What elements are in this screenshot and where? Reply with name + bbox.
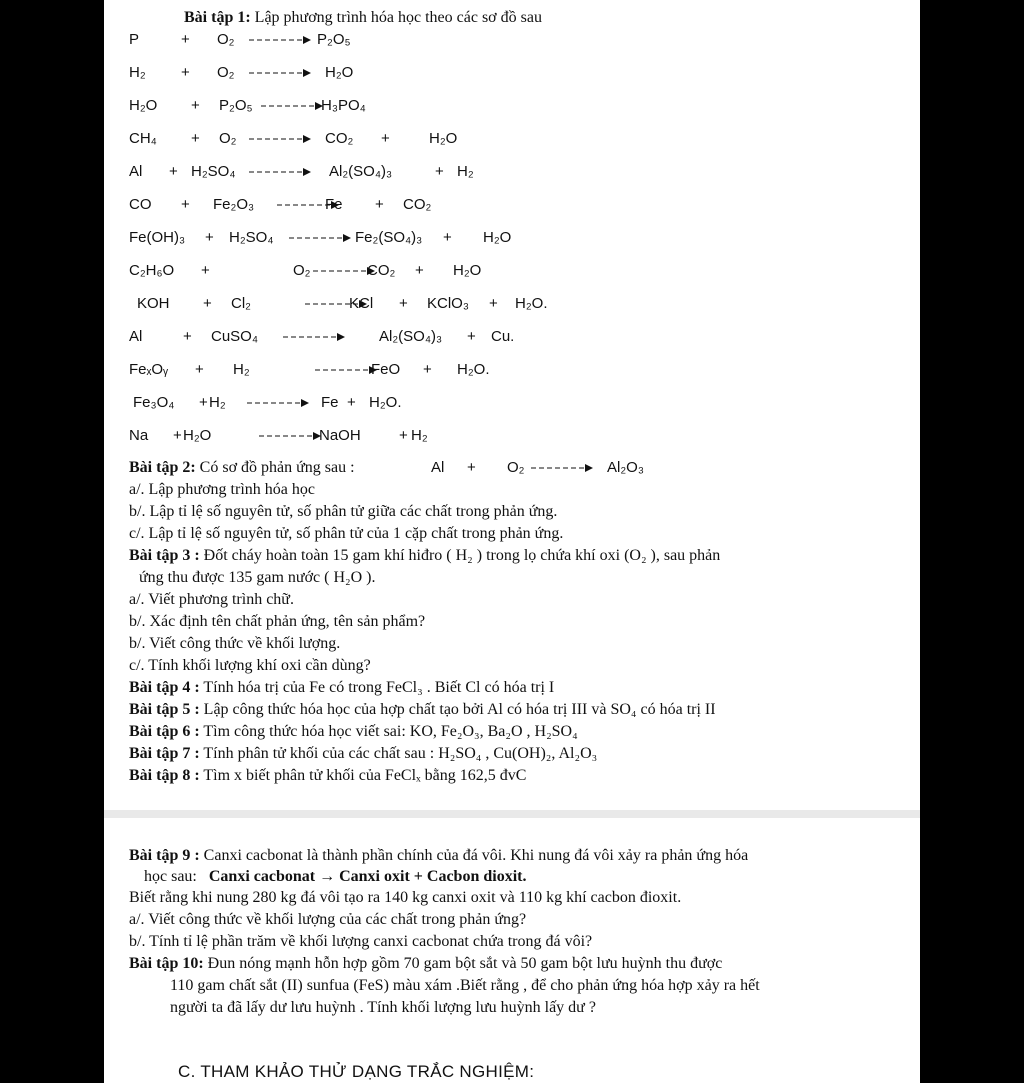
chemical-formula: P₂O₅: [317, 31, 351, 48]
page-divider: [104, 810, 920, 818]
exercise-3-line2: ứng thu được 135 gam nước ( H₂O ).: [139, 569, 376, 586]
chemical-formula: P: [129, 31, 140, 48]
chemical-formula: Fe(OH)₃: [129, 229, 186, 246]
chemical-formula: H₂O.: [369, 394, 402, 411]
plus-sign: +: [191, 97, 200, 114]
exercise-3-c: c/. Tính khối lượng khí oxi cần dùng?: [129, 657, 371, 674]
exercise-10-line3: người ta đã lấy dư lưu huỳnh . Tính khối lượng lưu huỳnh lấy dư ?: [170, 999, 596, 1016]
arrow-icon: [245, 162, 315, 181]
chemical-formula: H₂O: [429, 130, 458, 147]
chemical-formula: Cu.: [491, 328, 515, 345]
exercise-9-a: a/. Viết công thức về khối lượng của các chất trong phản ứng?: [129, 911, 527, 928]
chemical-formula: Fe: [321, 394, 339, 411]
chemical-formula: CO₂: [403, 196, 432, 213]
chemical-formula: Na: [129, 427, 149, 444]
plus-sign: +: [169, 163, 178, 180]
plus-sign: +: [467, 328, 476, 345]
plus-sign: +: [183, 328, 192, 345]
plus-sign: +: [381, 130, 390, 147]
chemical-formula: H₂: [411, 427, 428, 444]
chemical-formula: FeₓOᵧ: [129, 361, 168, 378]
chemical-formula: O₂: [217, 31, 235, 48]
chemical-formula: KCl: [349, 295, 374, 312]
chemical-formula: Al₂(SO₄)₃: [379, 328, 443, 345]
plus-sign: +: [191, 130, 200, 147]
exercise-2-a: a/. Lập phương trình hóa học: [129, 481, 315, 498]
plus-sign: +: [195, 361, 204, 378]
chemical-formula: H₂SO₄: [191, 163, 236, 180]
arrow-icon: [527, 458, 597, 477]
chemical-formula: CuSO₄: [211, 328, 258, 345]
exercise-9-line3: Biết rằng khi nung 280 kg đá vôi tạo ra 140 kg canxi oxit và 110 kg khí cacbon đioxit.: [129, 889, 682, 906]
plus-sign: +: [199, 394, 208, 411]
chemical-formula: H₂O: [483, 229, 512, 246]
exercise-3-b: b/. Xác định tên chất phản ứng, tên sản phẩm?: [129, 613, 426, 630]
plus-sign: +: [181, 196, 190, 213]
plus-sign: +: [399, 295, 408, 312]
exercise-2-c: c/. Lập tỉ lệ số nguyên tử, số phân tử của 1 cặp chất trong phản ứng.: [129, 525, 564, 542]
exercise-10-heading: Bài tập 10: Đun nóng mạnh hỗn hợp gồm 70 gam bột sắt và 50 gam bột lưu huỳnh thu được: [129, 955, 723, 972]
chemical-formula: KClO₃: [427, 295, 469, 312]
arrow-icon: [245, 30, 315, 49]
exercise-4: Bài tập 4 : Tính hóa trị của Fe có trong FeCl₃ . Biết Cl có hóa trị I: [129, 679, 555, 696]
exercise-6: Bài tập 6 : Tìm công thức hóa học viết sai: KO, Fe₂O₃, Ba₂O , H₂SO₄: [129, 723, 578, 740]
arrow-icon: [257, 96, 327, 115]
plus-sign: +: [203, 295, 212, 312]
exercise-5: Bài tập 5 : Lập công thức hóa học của hợp chất tạo bởi Al có hóa trị III và SO₄ có hóa trị II: [129, 701, 716, 718]
chemical-formula: FeO: [371, 361, 401, 378]
chemical-formula: H₂: [209, 394, 226, 411]
plus-sign: +: [423, 361, 432, 378]
arrow-icon: [245, 129, 315, 148]
plus-sign: +: [181, 64, 190, 81]
chemical-formula: CO₂: [325, 130, 354, 147]
arrow-icon: [243, 393, 313, 412]
exercise-9-b: b/. Tính tỉ lệ phần trăm về khối lượng canxi cacbonat chứa trong đá vôi?: [129, 933, 593, 950]
exercise-9-heading: Bài tập 9 : Canxi cacbonat là thành phần chính của đá vôi. Khi nung đá vôi xảy ra phản ứng hóa: [129, 847, 749, 864]
plus-sign: +: [347, 394, 356, 411]
arrow-icon: [255, 426, 325, 445]
chemical-formula: H₂O: [183, 427, 212, 444]
arrow-icon: [245, 63, 315, 82]
chemical-formula: H₃PO₄: [321, 97, 366, 114]
chemical-formula: H₂: [233, 361, 250, 378]
plus-sign: +: [435, 163, 444, 180]
plus-sign: +: [443, 229, 452, 246]
chemical-formula: O₂: [219, 130, 237, 147]
chemical-formula: H₂: [129, 64, 146, 81]
exercise-9-reaction: học sau: Canxi cacbonat → Canxi oxit + Cacbon dioxit.: [144, 868, 527, 885]
chemical-formula: CO₂: [367, 262, 396, 279]
plus-sign: +: [399, 427, 408, 444]
worksheet-page: Bài tập 1: Lập phương trình hóa học theo các sơ đồ sau P + O₂ P₂O₅ H₂ + O₂ H₂O H₂O + P₂O₅ H₃PO₄ CH₄ + O₂ CO₂ + H₂O Al + H₂SO₄ Al₂(SO₄)₃ + H₂ CO + Fe₂O₃ Fe + CO₂ Fe(OH)₃ + H₂SO₄ Fe₂(SO₄)₃ + H₂O C₂H₆O + O₂ CO₂ + H₂O KOH + Cl₂ KCl + KClO₃ + H₂O. Al + CuSO₄ Al₂(SO₄)₃ + Cu. FeₓOᵧ + H₂ FeO + H₂O. Fe₃O₄ + H₂ Fe + H₂O. Na + H₂O NaOH + H₂ Bài tập 2: Có sơ đồ phản ứng sau : Al + O₂ Al₂O₃ a/. Lập phương trình hóa học b/. Lập tỉ lệ số nguyên tử, số phân tử giữa các chất trong phản ứng. c/. Lập tỉ lệ số nguyên tử, số phân tử của 1 cặp chất trong phản ứng. Bài tập 3 : Đốt cháy hoàn toàn 15 gam khí hiđro ( H₂ ) trong lọ chứa khí oxi (O₂ ), sau phản ứng thu được 135 gam nước ( H₂O ). a/. Viết phương trình chữ. b/. Xác định tên chất phản ứng, tên sản phẩm? b/. Viết công thức về khối lượng. c/. Tính khối lượng khí oxi cần dùng? Bài tập 4 : Tính hóa trị của Fe có trong FeCl₃ . Biết Cl có hóa trị I Bài tập 5 : Lập công thức hóa học của hợp chất tạo bởi Al có hóa trị III và SO₄ có hóa trị II Bài tập 6 : Tìm công thức hóa học viết sai: KO, Fe₂O₃, Ba₂O , H₂SO₄ Bài tập 7 : Tính phân tử khối của các chất sau : H₂SO₄ , Cu(OH)₂, Al₂O₃ Bài tập 8 : Tìm x biết phân tử khối của FeClₓ bằng 162,5 đvC Bài tập 9 : Canxi cacbonat là thành phần chính của đá vôi. Khi nung đá vôi xảy ra phản ứng hóa học sau: Canxi cacbonat → Canxi oxit + Cacbon dioxit. Biết rằng khi nung 280 kg đá vôi tạo ra 140 kg canxi oxit và 110 kg khí cacbon đioxit. a/. Viết công thức về khối lượng của các chất trong phản ứng? b/. Tính tỉ lệ phần trăm về khối lượng canxi cacbonat chứa trong đá vôi? Bài tập 10: Đun nóng mạnh hỗn hợp gồm 70 gam bột sắt và 50 gam bột lưu huỳnh thu được 110 gam chất sắt (II) sunfua (FeS) màu xám .Biết rằng , để cho phản ứng hóa hợp xảy ra hết người ta đã lấy dư lưu huỳnh . Tính khối lượng lưu huỳnh lấy dư ? C. THAM KHẢO THỬ DẠNG TRẮC NGHIỆM:: [104, 0, 920, 1083]
chemical-formula: C₂H₆O: [129, 262, 175, 279]
chemical-formula: CH₄: [129, 130, 157, 147]
plus-sign: +: [205, 229, 214, 246]
chemical-formula: H₂O: [453, 262, 482, 279]
chemical-formula: H₂: [457, 163, 474, 180]
plus-sign: +: [201, 262, 210, 279]
chemical-formula: Fe₂(SO₄)₃: [355, 229, 423, 246]
exercise-8: Bài tập 8 : Tìm x biết phân tử khối của FeClₓ bằng 162,5 đvC: [129, 767, 527, 784]
exercise-3-b2: b/. Viết công thức về khối lượng.: [129, 635, 341, 652]
chemical-formula: Al: [129, 328, 143, 345]
exercise-3-heading: Bài tập 3 : Đốt cháy hoàn toàn 15 gam khí hiđro ( H₂ ) trong lọ chứa khí oxi (O₂ ), sau phản: [129, 547, 721, 564]
plus-sign: +: [489, 295, 498, 312]
chemical-formula: H₂SO₄: [229, 229, 274, 246]
arrow-icon: [285, 228, 355, 247]
exercise-3-a: a/. Viết phương trình chữ.: [129, 591, 294, 608]
chemical-formula: H₂O.: [457, 361, 490, 378]
chemical-formula: O₂: [293, 262, 311, 279]
arrow-icon: [279, 327, 349, 346]
plus-sign: +: [375, 196, 384, 213]
chemical-formula: Fe₃O₄: [133, 394, 175, 411]
plus-sign: +: [415, 262, 424, 279]
exercise-7: Bài tập 7 : Tính phân tử khối của các chất sau : H₂SO₄ , Cu(OH)₂, Al₂O₃: [129, 745, 598, 762]
chemical-formula: H₂O: [325, 64, 354, 81]
chemical-formula: H₂O.: [515, 295, 548, 312]
chemical-formula: O₂: [217, 64, 235, 81]
exercise-2-b: b/. Lập tỉ lệ số nguyên tử, số phân tử giữa các chất trong phản ứng.: [129, 503, 558, 520]
plus-sign: +: [181, 31, 190, 48]
chemical-formula: Cl₂: [231, 295, 251, 312]
exercise-1-heading: Bài tập 1: Lập phương trình hóa học theo các sơ đồ sau: [184, 9, 542, 26]
chemical-formula: Fe: [325, 196, 343, 213]
chemical-formula: H₂O: [129, 97, 158, 114]
chemical-formula: P₂O₅: [219, 97, 253, 114]
plus-sign: +: [173, 427, 182, 444]
section-c-heading: C. THAM KHẢO THỬ DẠNG TRẮC NGHIỆM:: [178, 1062, 535, 1081]
chemical-formula: NaOH: [319, 427, 361, 444]
exercise-10-line2: 110 gam chất sắt (II) sunfua (FeS) màu xám .Biết rằng , để cho phản ứng hóa hợp xảy ra hết: [170, 977, 760, 994]
chemical-formula: Al: [129, 163, 143, 180]
chemical-formula: Al₂(SO₄)₃: [329, 163, 393, 180]
chemical-formula: CO: [129, 196, 152, 213]
chemical-formula: Fe₂O₃: [213, 196, 255, 213]
chemical-formula: KOH: [137, 295, 170, 312]
